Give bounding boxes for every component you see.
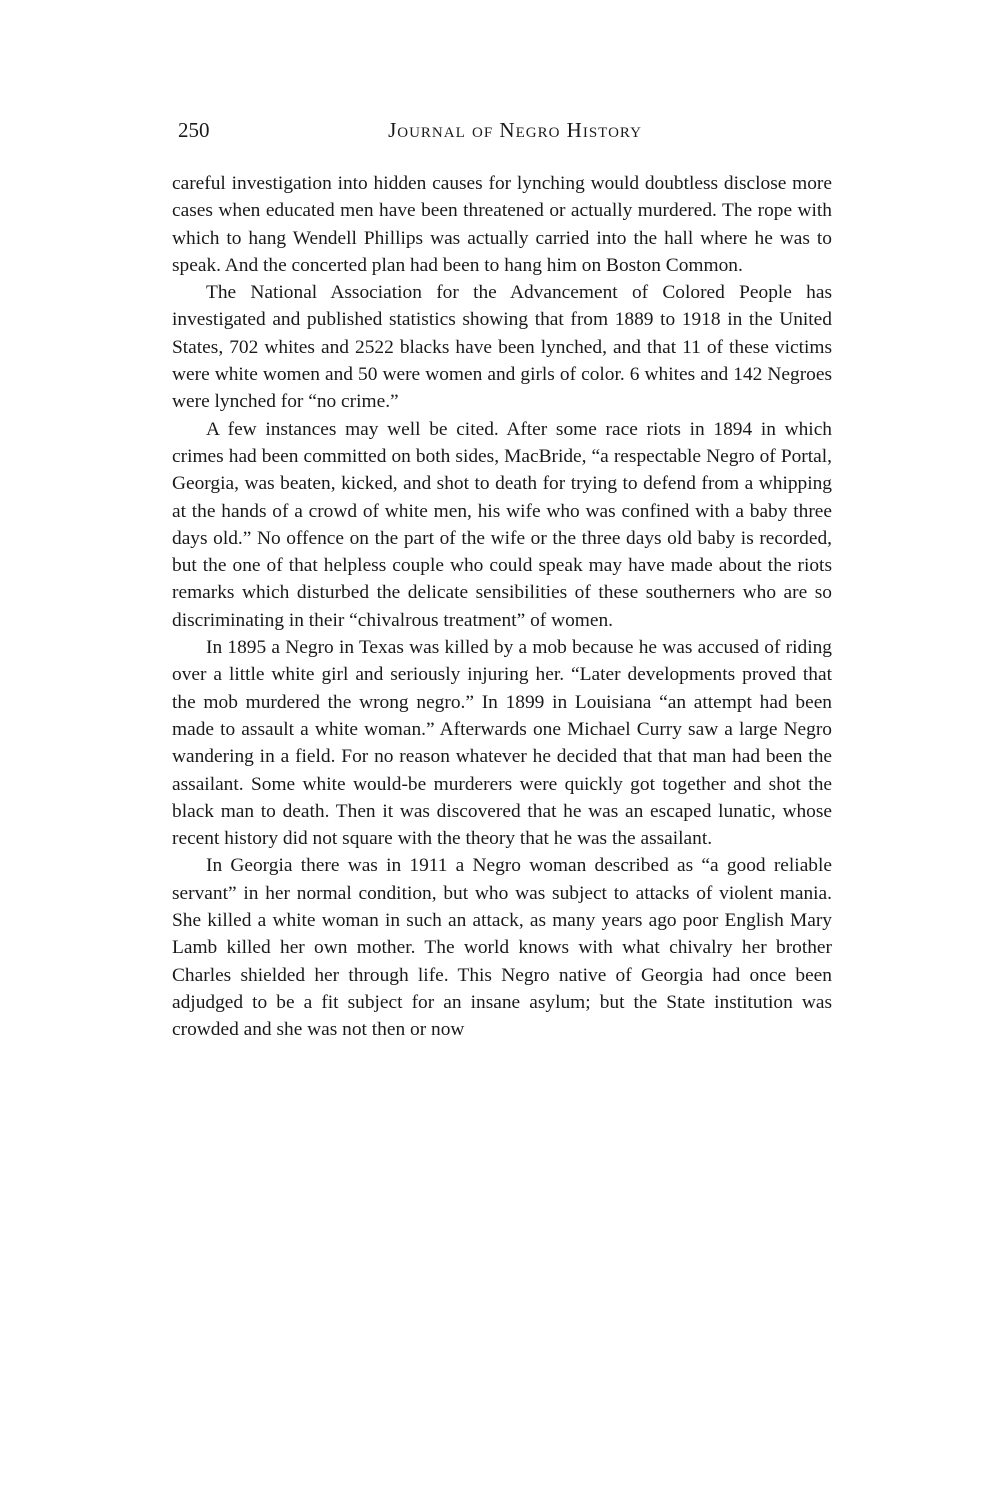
journal-title: Journal of Negro History — [388, 118, 642, 142]
paragraph-texas-louisiana: In 1895 a Negro in Texas was killed by a mob because he was accused of riding over a little white girl and seriously injuring her. “Later developments proved that the mob murdered the wrong negro.” In 1899 in Louisiana “an attempt had been made to assault a white woman.” Afterwards one Michael Curry saw a large Negro wandering in a field. For no reason whatever he decided that that man had been the assailant. Some white would-be murderers were quickly got together and shot the black man to death. Then it was discovered that he was an escaped lunatic, whose recent history did not square with the theory that he was the assailant. — [172, 637, 832, 850]
paragraph-georgia-1911: In Georgia there was in 1911 a Negro woman described as “a good reliable servant” in her normal condition, but who was subject to attacks of violent mania. She killed a white woman in such an attack, as many years ago poor English Mary Lamb killed her own mother. The world knows with what chivalry her brother Charles shielded her through life. This Negro native of Georgia had once been adjudged to be a fit subject for an insane asylum; but the State institution was crowded and she was not then or now — [172, 855, 832, 1041]
page-number: 250 — [178, 118, 210, 142]
running-head — [178, 118, 828, 152]
article-body — [172, 170, 832, 1044]
paragraph-continuation: careful investigation into hidden causes for lynching would doubtless disclose more cases when educated men have been threatened or actually murdered. The rope with which to hang Wendell Phillips was actually carried into the hall where he was to speak. And the concerted plan had been to hang him on Boston Common. — [172, 173, 832, 276]
paragraph-macbride: A few instances may well be cited. After some race riots in 1894 in which crimes had been committed on both sides, MacBride, “a respectable Negro of Portal, Georgia, was beaten, kicked, and shot to death for trying to defend from a whipping at the hands of a crowd of white men, his wife who was confined with a baby three days old.” No offence on the part of the wife or the three days old baby is recorded, but the one of that helpless couple who could speak may have made about the riots remarks which disturbed the delicate sensibilities of these southerners who are so discriminating in their “chivalrous treatment” of women. — [172, 418, 832, 631]
paragraph-naacp-statistics: The National Association for the Advancement of Colored People has investigated and published statistics showing that from 1889 to 1918 in the United States, 702 whites and 2522 blacks have been lynched, and that 11 of these victims were white women and 50 were women and girls of color. 6 whites and 142 Negroes were lynched for “no crime.” — [172, 282, 832, 413]
